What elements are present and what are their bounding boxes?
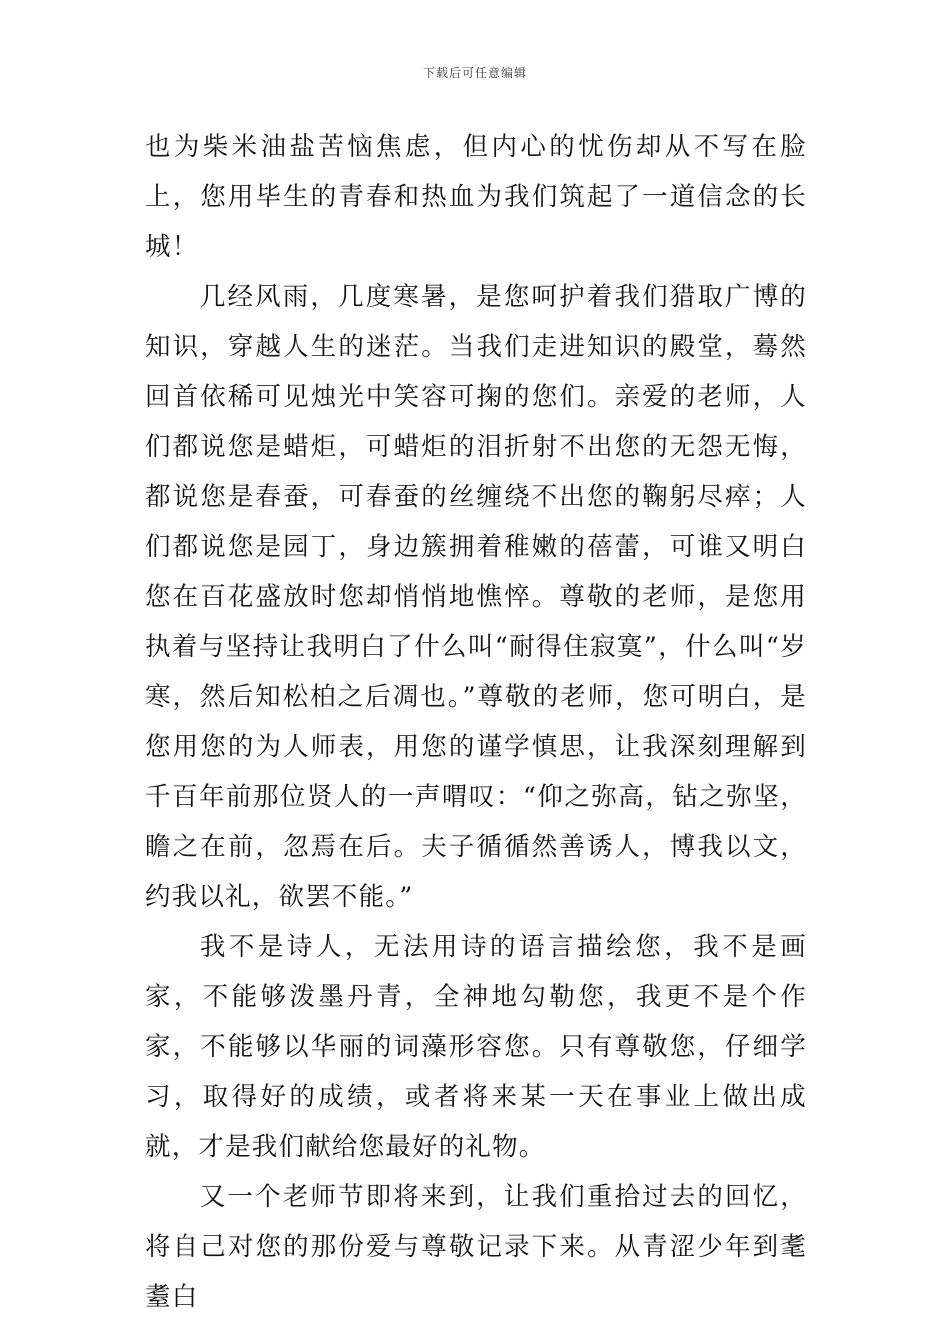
paragraph-1: 也为柴米油盐苦恼焦虑，但内心的忧伤却从不写在脸上，您用毕生的青春和热血为我们筑起了一道信念的长城！ — [145, 132, 807, 262]
page-header: 下载后可任意编辑 — [422, 66, 527, 80]
document-body — [145, 122, 807, 1322]
paragraph-3: 我不是诗人，无法用诗的语言描绘您，我不是画家，不能够泼墨丹青，全神地勾勒您，我更不是个作家，不能够以华丽的词藻形容您。只有尊敬您，仔细学习，取得好的成绩，或者将来某一天在事业上做出成就，才是我们献给您最好的礼物。 — [145, 932, 807, 1162]
paragraph-2: 几经风雨，几度寒暑，是您呵护着我们猎取广博的知识，穿越人生的迷茫。当我们走进知识的殿堂，蓦然回首依稀可见烛光中笑容可掬的您们。亲爱的老师，人们都说您是蜡炬，可蜡炬的泪折射不出您的无怨无悔，都说您是春蚕，可春蚕的丝缠绕不出您的鞠躬尽瘁；人们都说您是园丁，身边簇拥着稚嫩的蓓蕾，可谁又明白您在百花盛放时您却悄悄地憔悴。尊敬的老师，是您用执着与坚持让我明白了什么叫“耐得住寂寞”，什么叫“岁寒，然后知松柏之后凋也。”尊敬的老师，您可明白，是您用您的为人师表，用您的谨学慎思，让我深刻理解到千百年前那位贤人的一声喟叹：“仰之弥高，钻之弥坚，瞻之在前，忽焉在后。夫子循循然善诱人，博我以文，约我以礼，欲罢不能。” — [145, 282, 807, 912]
paragraph-4: 又一个老师节即将来到，让我们重拾过去的回忆，将自己对您的那份爱与尊敬记录下来。从青涩少年到耄耋白 — [145, 1182, 807, 1312]
